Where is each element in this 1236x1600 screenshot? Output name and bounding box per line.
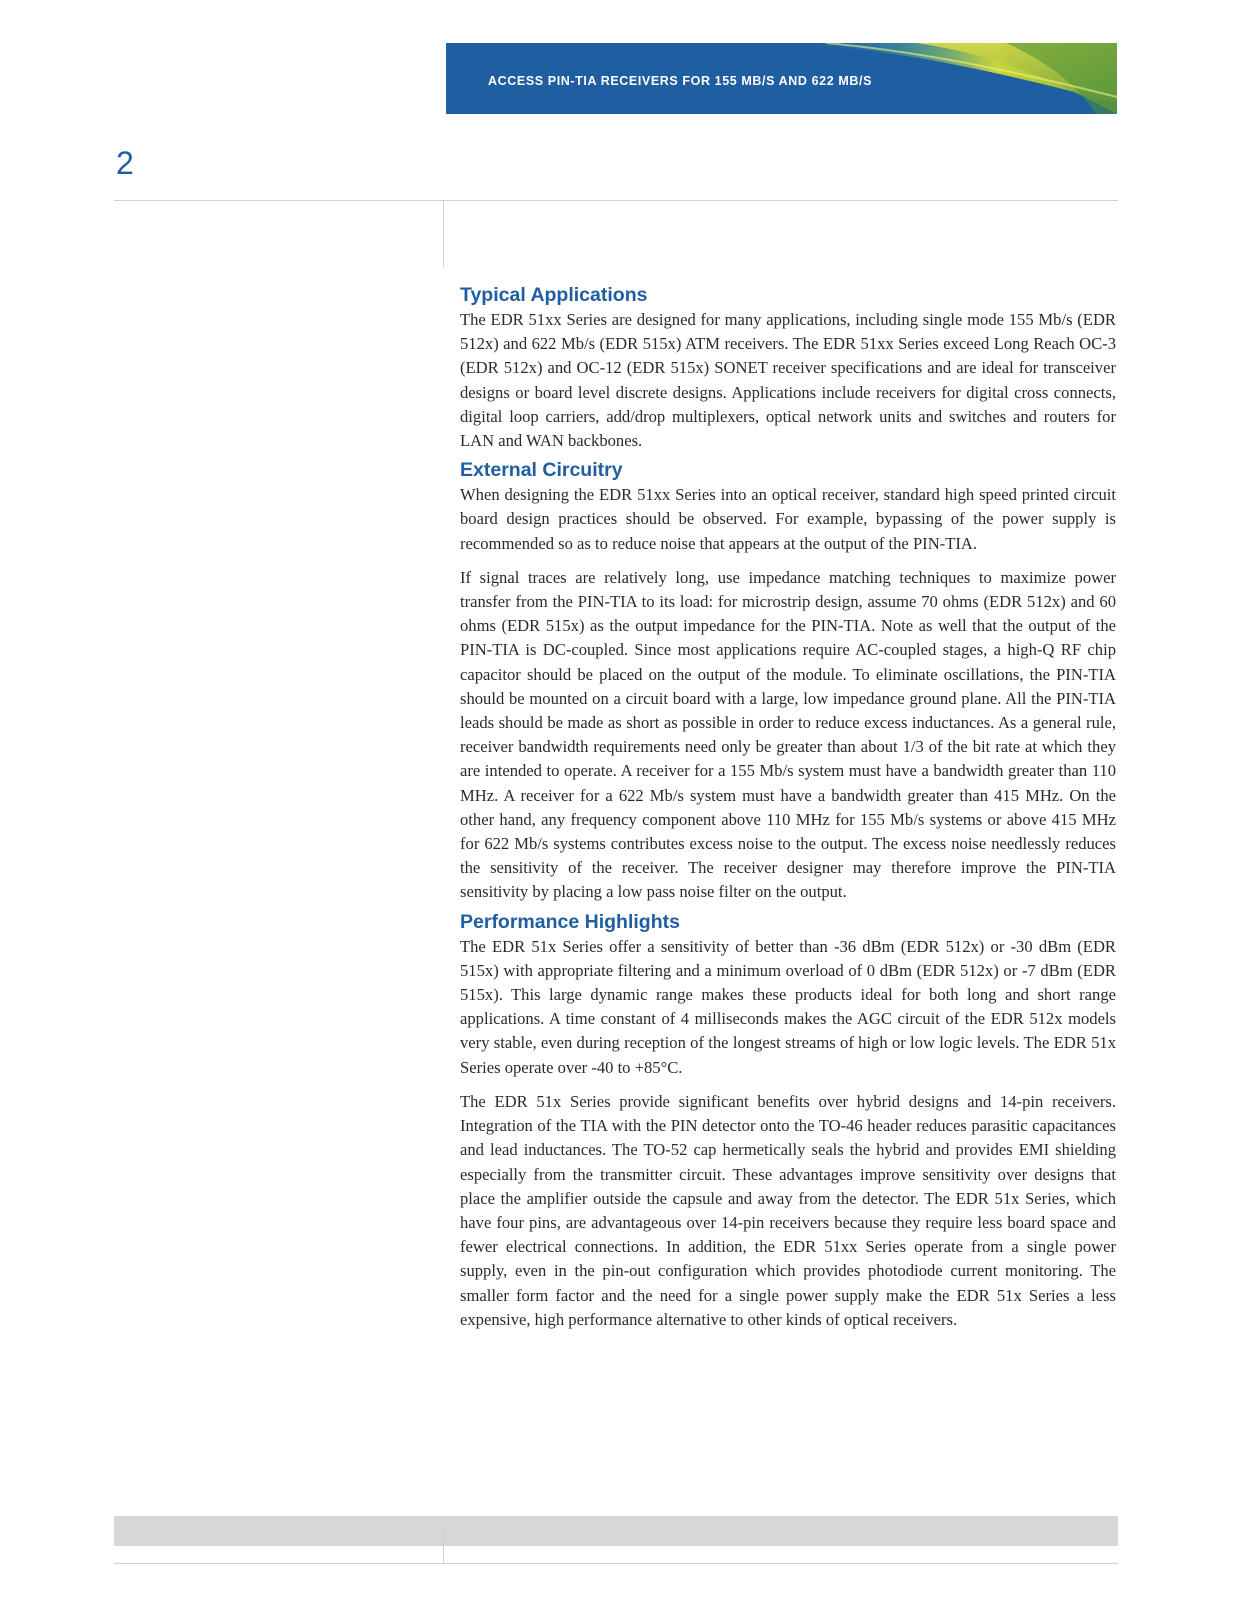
paragraph: If signal traces are relatively long, use impedance matching techniques to maximize power transfer from the PIN-TIA to its load: for microstrip design, assume 70 ohms (EDR 512x) and 60 ohms (EDR 515x) as the output impedance for the PIN-TIA. Note as well that the output of the PIN-TIA is DC-coupled. Since most applications require AC-coupled stages, a high-Q RF chip capacitor should be placed on the output of the module. To eliminate oscillations, the PIN-TIA should be mounted on a circuit board with a large, low impedance ground plane. All the PIN-TIA leads should be made as short as possible in order to reduce excess inductances. As a general rule, receiver bandwidth requirements need only be greater than about 1/3 of the bit rate at which they are intended to operate. A receiver for a 155 Mb/s system must have a bandwidth greater than 110 MHz. A receiver for a 622 Mb/s system must have a bandwidth greater than 415 MHz. On the other hand, any frequency component above 110 MHz for 155 Mb/s systems or above 415 MHz for 622 Mb/s systems contributes excess noise to the output. The excess noise needlessly reduces the sensitivity of the receiver. The receiver designer may therefore improve the PIN-TIA sensitivity by placing a low pass noise filter on the output. bbox=[460, 567, 1116, 902]
column-divider-top bbox=[443, 201, 444, 267]
bottom-divider bbox=[114, 1563, 1118, 1564]
section-heading: External Circuitry bbox=[460, 459, 623, 482]
section-external-circuitry bbox=[460, 457, 1116, 904]
paragraph: The EDR 51x Series provide significant benefits over hybrid designs and 14-pin receivers. Integration of the TIA with the PIN detector onto the TO-46 header reduces parasitic capacitances and lead inductances. The TO-52 cap hermetically seals the hybrid and provides EMI shielding especially from the transmitter circuit. These advantages improve sensitivity over designs that place the amplifier outside the capsule and away from the detector. The EDR 51x Series, which have four pins, are advantageous over 14-pin receivers because they require less board space and fewer electrical connections. In addition, the EDR 51xx Series operate from a single power supply, even in the pin-out configuration which provides photodiode current monitoring. The smaller form factor and the need for a single power supply make the EDR 51x Series a less expensive, high performance alternative to other kinds of optical receivers. bbox=[460, 1091, 1116, 1329]
banner-title: ACCESS PIN-TIA RECEIVERS FOR 155 MB/S AND 622 MB/S bbox=[488, 74, 873, 88]
header-banner bbox=[446, 43, 1117, 114]
column-divider-bottom bbox=[443, 1526, 444, 1564]
section-heading: Performance Highlights bbox=[460, 910, 680, 933]
page-number: 2 bbox=[116, 145, 134, 181]
section-heading: Typical Applications bbox=[460, 284, 648, 306]
section-typical-applications bbox=[460, 282, 1116, 453]
main-content bbox=[460, 282, 1116, 1336]
footer-bar bbox=[114, 1516, 1118, 1546]
paragraph: The EDR 51x Series offer a sensitivity of better than -36 dBm (EDR 512x) or -30 dBm (EDR 515x) with appropriate filtering and a minimum overload of 0 dBm (EDR 512x) or -7 dBm (EDR 515x). This large dynamic range makes these products ideal for both long and short range applications. A time constant of 4 milliseconds makes the AGC circuit of the EDR 512x models very stable, even during reception of the longest streams of high or low logic levels. The EDR 51x Series operate over -40 to +85°C. bbox=[460, 936, 1116, 1077]
section-performance-highlights bbox=[460, 909, 1116, 1332]
paragraph: The EDR 51xx Series are designed for many applications, including single mode 155 Mb/s (EDR 512x) and 622 Mb/s (EDR 515x) ATM receivers. The EDR 51xx Series exceed Long Reach OC-3 (EDR 512x) and OC-12 (EDR 515x) SONET receiver specifications and are ideal for transceiver designs or board level discrete designs. Applications include receivers for digital cross connects, digital loop carriers, add/drop multiplexers, optical network units and switches and routers for LAN and WAN backbones. bbox=[460, 310, 1116, 451]
paragraph: When designing the EDR 51xx Series into an optical receiver, standard high speed printed circuit board design practices should be observed. For example, bypassing of the power supply is recommended so as to reduce noise that appears at the output of the PIN-TIA. bbox=[460, 485, 1116, 553]
top-divider bbox=[114, 200, 1118, 201]
